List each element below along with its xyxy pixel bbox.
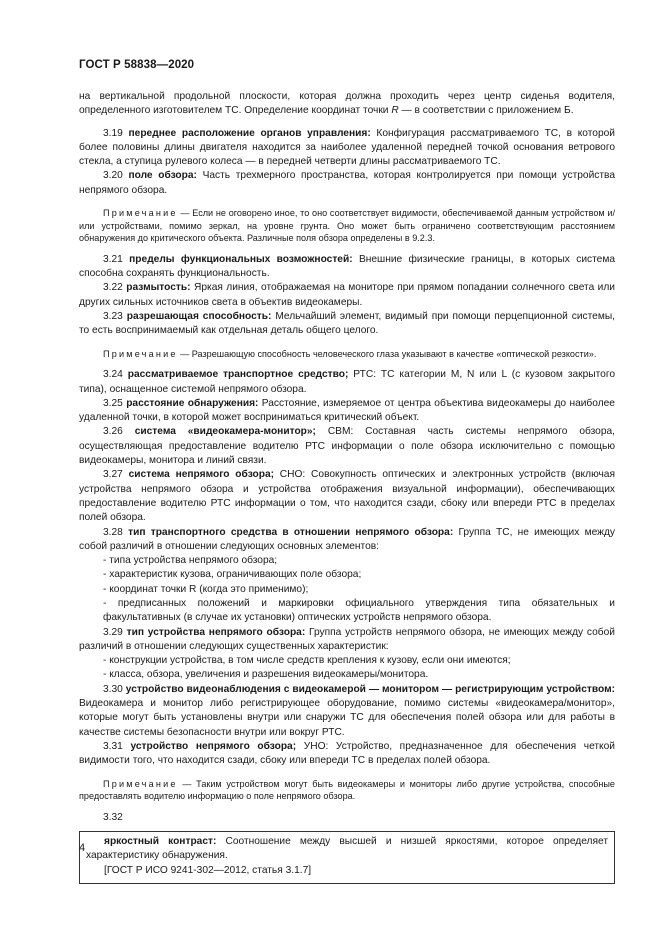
term-title: устройство непрямого обзора; (130, 740, 297, 752)
note-label: Примечание (103, 348, 178, 359)
term-3-32: яркостный контраст: Соотношение между высшей и низшей яркостями, которое определяет характеристику обнаружения. (86, 836, 608, 862)
term-3-20: 3.20 поле обзора: Часть трехмерного пространства, которая контролируется при помощи устройства непрямого обзора. (79, 170, 615, 196)
term-title: пределы функциональных возможностей: (129, 253, 353, 265)
term-3-27: 3.27 система непрямого обзора; СНО: Совокупность оптических и электронных устройств (включая устройства непрямого обзора и устройства отображения визуальной информации), обеспечивающих предоставление водителю РТС информации о том, что находится сзади, сбоку или впереди РТС в пределах полей обзора. (79, 469, 615, 524)
term-3-32-number: 3.32 (103, 811, 123, 823)
page-content (79, 90, 615, 884)
term-3-32-box (79, 831, 615, 884)
term-title: тип устройства непрямого обзора: (126, 626, 306, 638)
term-3-28: 3.28 тип транспортного средства в отношении непрямого обзора: Группа ТС, не имеющих между собой различий в отношении следующих основных элементов: (79, 526, 615, 552)
list-item: - класса, обзора, увеличения и разрешения видеокамеры/монитора. (103, 669, 429, 681)
term-3-23: 3.23 разрешающая способность: Мельчайший элемент, видимый при помощи перцепционной системы, то есть воспринимаемый как отдельная деталь общего целого. (79, 311, 615, 337)
list-item: - конструкции устройства, в том числе средств крепления к кузову, если они имеются; (103, 655, 511, 667)
term-3-25: 3.25 расстояние обнаружения: Расстояние, измеряемое от центра объектива видеокамеры до наиболее удаленной точки, в которой может восприниматься критический объект. (79, 397, 615, 424)
term-3-21: 3.21 пределы функциональных возможностей: Внешние физические границы, в которых система способна сохранять функциональность. (79, 253, 615, 280)
note-2: Примечание — Разрешающую способность человеческого глаза указывают в качестве «оптической резкости». (103, 348, 597, 359)
list-item: - типа устройства непрямого обзора; (103, 555, 278, 567)
term-title: разрешающая способность: (126, 311, 272, 323)
page-number: 4 (79, 842, 86, 854)
document-header: ГОСТ Р 58838—2020 (79, 59, 195, 71)
term-3-22: 3.22 размытость: Яркая линия, отображаемая на мониторе при прямом попадании солнечного света или других сильных источников света в объектив видеокамеры. (79, 282, 615, 308)
term-3-31: 3.31 устройство непрямого обзора; УНО: Устройство, предназначенное для обеспечения четкой видимости того, что находится сзади, сбоку или впереди ТС в пределах полей обзора. (79, 740, 615, 767)
list-item: - координат точки R (когда это применимо); (103, 583, 309, 595)
term-title: рассматриваемое транспортное средство; (127, 369, 349, 381)
term-title: система «видеокамера-монитор»; (134, 426, 316, 438)
source-reference: [ГОСТ Р ИСО 9241-302—2012, статья 3.1.7] (104, 864, 312, 876)
term-title: размытость: (126, 282, 191, 294)
variable-r: R (391, 105, 399, 117)
note-label: Примечание (103, 208, 178, 219)
term-3-29: 3.29 тип устройства непрямого обзора: Группа устройств непрямого обзора, не имеющих между собой различий в отношении следующих существенных характеристик: (79, 626, 615, 652)
term-title: тип транспортного средства в отношении непрямого обзора: (128, 526, 454, 538)
term-title: переднее расположение органов управления: (128, 127, 371, 139)
list-item: - предписанных положений и маркировки официального утверждения типа обязательных и факультативных (в случае их установки) оптических устройств непрямого обзора. (103, 597, 615, 624)
term-title: яркостный контраст: (104, 836, 217, 848)
term-title: поле обзора: (128, 170, 197, 182)
note-label: Примечание (103, 778, 178, 789)
term-3-26: 3.26 система «видеокамера-монитор»; СВМ: Составная часть системы непрямого обзора, осуществляющая предоставление водителю РТС информации о поле обзора исключительно с помощью видеокамеры, монитора и линий связи. (79, 426, 615, 467)
term-title: расстояние обнаружения: (126, 397, 259, 409)
note-3: Примечание — Таким устройством могут быть видеокамеры и мониторы либо другие устройства, способные предоставлять водителю информацию о поле непрямого обзора. (79, 778, 615, 802)
term-3-24: 3.24 рассматриваемое транспортное средство; РТС: ТС категории M, N или L (с кузовом закрытого типа), оснащенное системой непрямого обзора. (79, 369, 615, 395)
term-title: система непрямого обзора; (128, 469, 275, 481)
list-item: - характеристик кузова, ограничивающих поле обзора; (103, 569, 362, 581)
term-3-30: 3.30 устройство видеонаблюдения с видеокамерой — монитором — регистрирующим устройством: Видеокамера и монитор либо регистрирующее оборудование, помимо системы «видеокамера/монитор», которые могут быть установлены внутри или снаружи ТС для обеспечения полей обзора или для работы в качестве системы безопасности внутри или вокруг РТС. (79, 683, 615, 738)
note-1: Примечание — Если не оговорено иное, то оно соответствует видимости, обеспечиваемой данным устройством и/или устройствами, помимо зеркал, на уровне грунта. Оно может быть ограничено соответствующим расстоянием обнаружения до критического объекта. Различные поля обзора определены в 9.2.3. (79, 208, 615, 244)
intro-paragraph: на вертикальной продольной плоскости, которая должна проходить через центр сиденья водителя, определенного изготовителем ТС. Определение координат точки R — в соответствии с приложением Б. (79, 91, 615, 117)
term-title: устройство видеонаблюдения с видеокамерой — монитором — регистрирующим устройством: (125, 683, 615, 695)
term-3-19: 3.19 переднее расположение органов управления: Конфигурация рассматриваемого ТС, в которой более половины длины двигателя находится за наиболее удаленной передней точкой основания ветрового стекла, а ступица рулевого колеса — в передней четверти длины рассматриваемого ТС. (79, 127, 615, 168)
